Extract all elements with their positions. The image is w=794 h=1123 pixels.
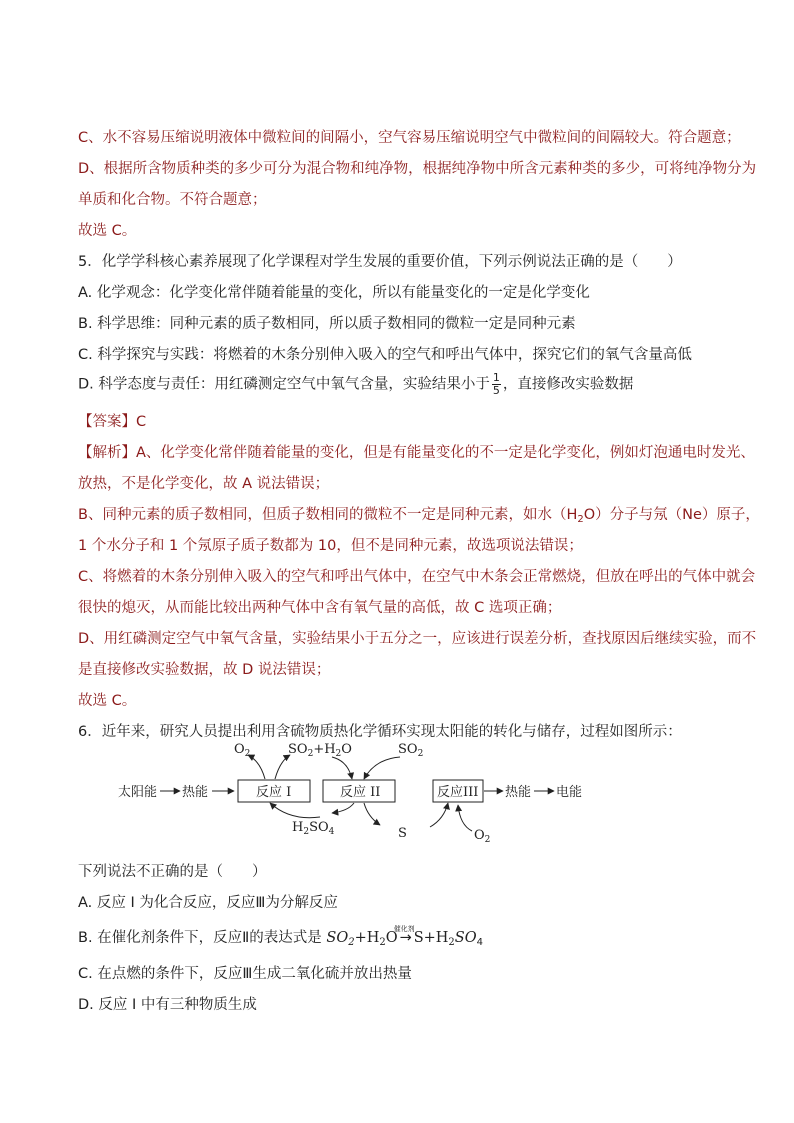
q6-option-a: A. 反应 I 为化合反应，反应Ⅲ为分解反应 [78, 895, 338, 911]
label-o2-bottom: $O_2$ [474, 828, 491, 845]
q5-answer: 【答案】C [78, 414, 147, 430]
label-so2-h2o: $SO_2+H_2O$ [288, 742, 352, 759]
q5-analysis-d2: 是直接修改实验数据，故 D 说法错误； [78, 662, 331, 678]
q5-analysis-a1: 【解析】A、化学变化常伴随着能量的变化，但是有能量变化的不一定是化学变化，例如灯泡通电时发光、 [78, 445, 755, 461]
reaction-cycle-diagram [100, 735, 620, 850]
catalyst-arrow: 催化剂 → [393, 925, 415, 946]
svg-text:反应 I: 反应 I [256, 785, 292, 800]
q5-analysis-c2: 很快的熄灭，从而能比较出两种气体中含有氧气量的高低，故 C 选项正确； [78, 600, 562, 616]
equation: $SO_2$ [326, 930, 355, 948]
q6-ask: 下列说法不正确的是（ ） [78, 864, 267, 880]
svg-text:反应III: 反应III [437, 785, 479, 800]
q6-option-d: D. 反应 I 中有三种物质生成 [78, 997, 257, 1013]
q5-stem: 5．化学学科核心素养展现了化学课程对学生发展的重要价值，下列示例说法正确的是（ ） [78, 254, 682, 270]
q5-option-b: B. 科学思维：同种元素的质子数相同，所以质子数相同的微粒一定是同种元素 [78, 316, 576, 332]
q5-analysis-a2: 放热，不是化学变化，故 A 说法错误； [78, 476, 330, 492]
label-s: S [398, 826, 407, 841]
label-h2so4: $H_2SO_4$ [292, 820, 335, 837]
q5-analysis-c1: C、将燃着的木条分别伸入吸入的空气和呼出气体中，在空气中木条会正常燃烧，但放在呼出的气体中就会 [78, 569, 756, 585]
option-c-explanation-prev: C、水不容易压缩说明液体中微粒间的间隔小，空气容易压缩说明空气中微粒间的间隔较大。符合题意； [78, 130, 741, 146]
label-heat-2: 热能 [505, 785, 532, 800]
q5-analysis-b2: 1 个水分子和 1 个氖原子质子数都为 10，但不是同种元素，故选项说法错误； [78, 538, 583, 554]
label-heat-1: 热能 [182, 785, 209, 800]
fraction-one-fifth: $\frac{1}{5}$ [492, 371, 500, 397]
q6-option-c: C. 在点燃的条件下，反应Ⅲ生成二氧化硫并放出热量 [78, 966, 412, 982]
prev-choice: 故选 C。 [78, 223, 137, 239]
q5-analysis-d1: D、用红磷测定空气中氧气含量，实验结果小于五分之一，应该进行误差分析，查找原因后继续实验，而不 [78, 631, 757, 647]
label-o2-top: $O_2$ [234, 742, 251, 759]
q6-stem: 6．近年来，研究人员提出利用含硫物质热化学循环实现太阳能的转化与储存，过程如图所示： [78, 724, 682, 740]
q6-option-b: B. 在催化剂条件下，反应Ⅱ的表达式是 $SO_2+H_2O$ 催化剂 → $S+H_2SO_4$ [78, 925, 483, 948]
label-so2-right: $SO_2$ [398, 742, 424, 759]
q5-option-a: A. 化学观念：化学变化常伴随着能量的变化，所以有能量变化的一定是化学变化 [78, 285, 590, 301]
option-d-explanation-prev-1: D、根据所含物质种类的多少可分为混合物和纯净物，根据纯净物中所含元素种类的多少，可将纯净物分为 [78, 161, 757, 177]
q5-choice: 故选 C。 [78, 693, 137, 709]
q5-analysis-b1: B、同种元素的质子数相同，但质子数相同的微粒不一定是同种元素，如水$(H_2O)$分子与氖（Ne）原子， [78, 507, 760, 525]
q5-option-d: D. 科学态度与责任：用红磷测定空气中氧气含量，实验结果小于 $\frac{1}{5}$ ，直接修改实验数据 [78, 371, 634, 397]
option-d-explanation-prev-2: 单质和化合物。不符合题意； [78, 192, 267, 208]
q5-option-d-text: D. 科学态度与责任：用红磷测定空气中氧气含量，实验结果小于 [78, 376, 490, 393]
svg-text:反应 II: 反应 II [340, 785, 381, 800]
label-electric: 电能 [556, 785, 583, 800]
label-solar: 太阳能 [118, 785, 158, 800]
q5-option-c: C. 科学探究与实践：将燃着的木条分别伸入吸入的空气和呼出气体中，探究它们的氧气含量高低 [78, 347, 692, 363]
